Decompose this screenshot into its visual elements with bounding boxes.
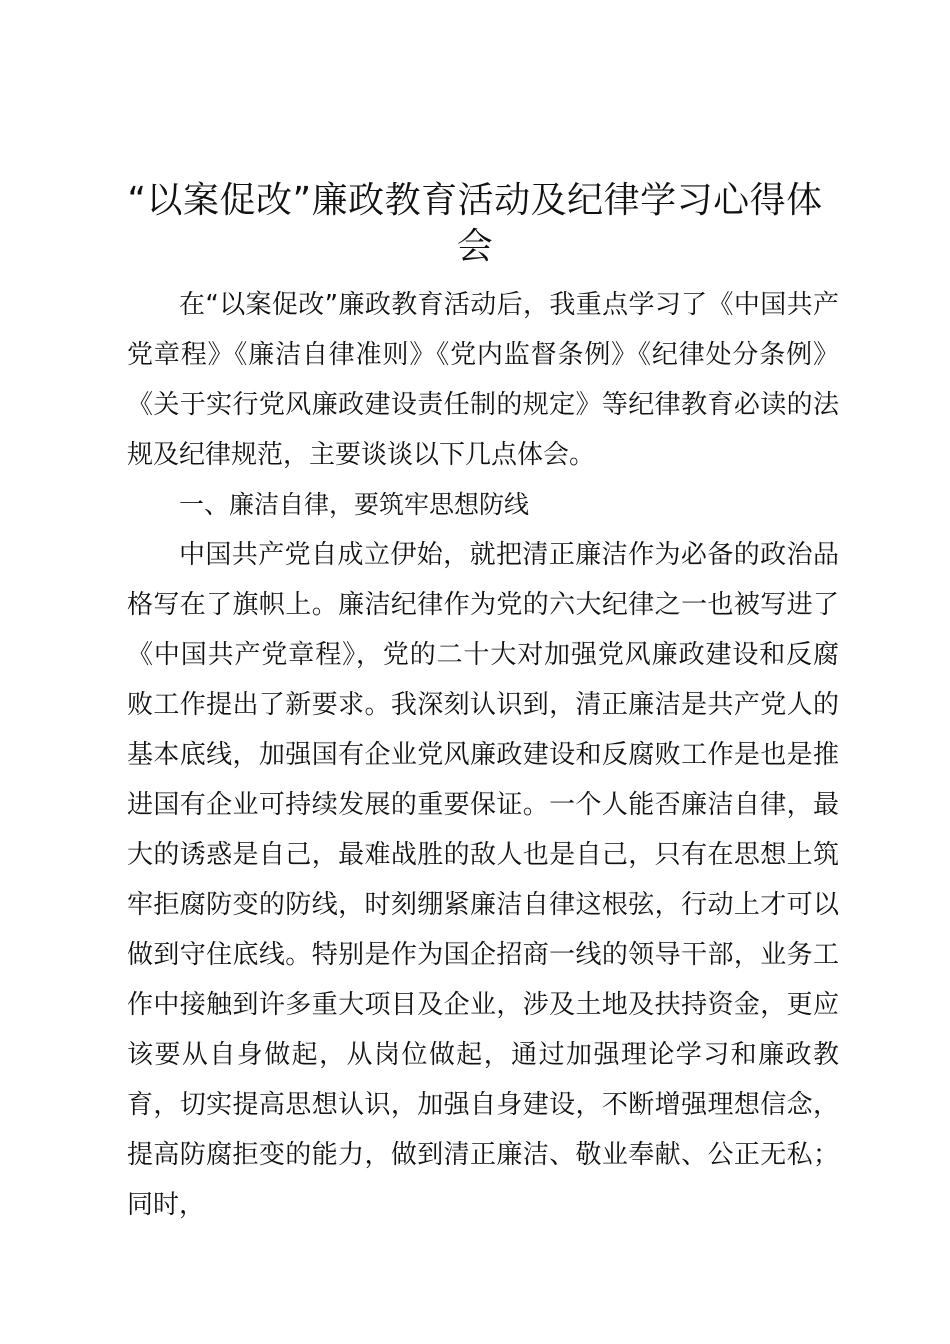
section-heading: 一、廉洁自律，要筑牢思想防线 <box>179 490 530 519</box>
document-body <box>127 280 839 1230</box>
document-title: “以案促改”廉政教育活动及纪律学习心得体会 <box>127 180 823 267</box>
section-paragraph: 中国共产党自成立伊始，就把清正廉洁作为必备的政治品格写在了旗帜上。廉洁纪律作为党的六大纪律之一也被写进了《中国共产党章程》，党的二十大对加强党风廉政建设和反腐败工作提出了新要求。我深刻认识到，清正廉洁是共产党人的基本底线，加强国有企业党风廉政建设和反腐败工作是也是推进国有企业可持续发展的重要保证。一个人能否廉洁自律，最大的诱惑是自己，最难战胜的敌人也是自己，只有在思想上筑牢拒腐防变的防线，时刻绷紧廉洁自律这根弦，行动上才可以做到守住底线。特别是作为国企招商一线的领导干部，业务工作中接触到许多重大项目及企业，涉及土地及扶持资金，更应该要从自身做起，从岗位做起，通过加强理论学习和廉政教育，切实提高思想认识，加强自身建设，不断增强理想信念，提高防腐拒变的能力，做到清正廉洁、敬业奉献、公正无私；同时， <box>127 540 839 1220</box>
intro-paragraph: 在“以案促改”廉政教育活动后，我重点学习了《中国共产党章程》《廉洁自律准则》《党内监督条例》《纪律处分条例》《关于实行党风廉政建设责任制的规定》等纪律教育必读的法规及纪律规范，主要谈谈以下几点体会。 <box>127 290 839 470</box>
